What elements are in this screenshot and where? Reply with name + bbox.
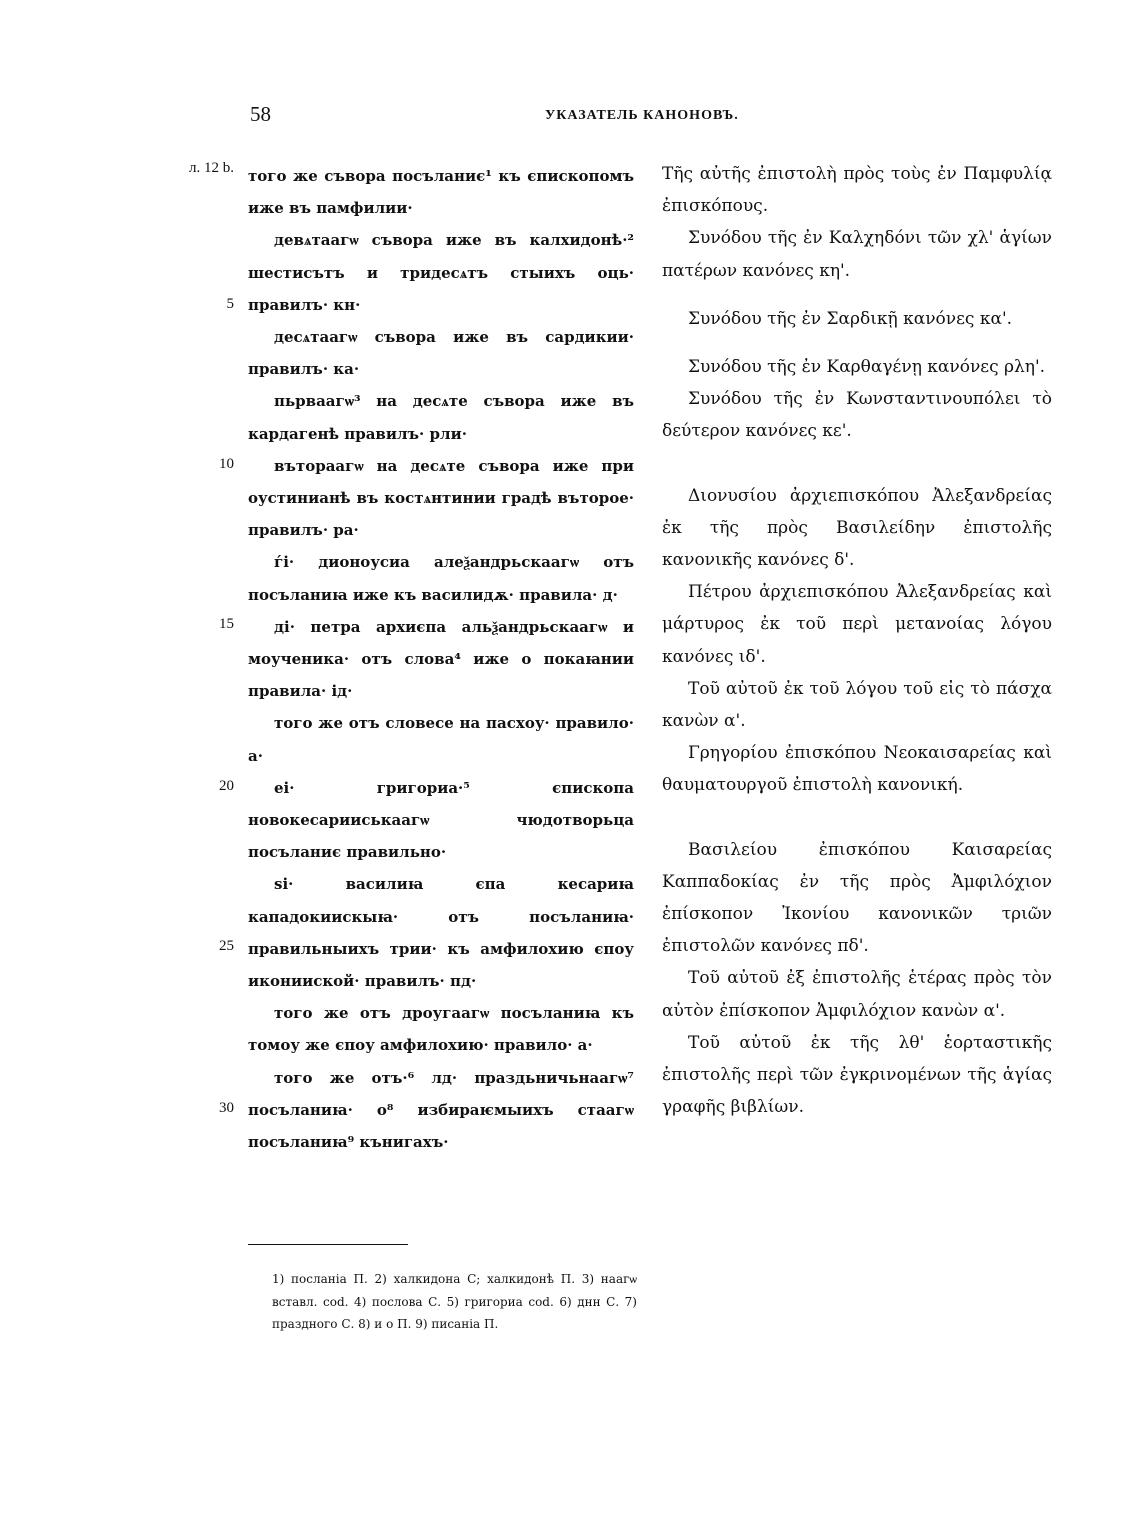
slavonic-entry: того же отъ·⁶ лд· праздьничьнаагѡ⁷ посъланиꙗ· о⁸ избираѥмыихъ стаагѡ посъланиꙗ⁹ кънигахъ· xyxy=(248,1068,634,1152)
footnotes: 1) посланіа П. 2) халкидона С; халкидонѣ П. 3) наагѡ вставл. cod. 4) послова С. 5) григориа cod. 6) днн С. 7) праздного С. 8) и о П. 9) писаніа П. xyxy=(272,1272,637,1331)
slavonic-entry: того же отъ дроугаагѡ посъланиꙗ къ томоу же єпоу амфилохию· правило· а· xyxy=(248,1004,634,1055)
footnote-rule xyxy=(248,1244,408,1245)
slavonic-entry: того же отъ словесе на пасхоу· правило· а· xyxy=(248,714,634,765)
line-number: 15 xyxy=(219,616,234,632)
folio-label: л. 12 b. xyxy=(189,160,234,176)
greek-entry: Τῆς αὐτῆς ἐπιστολὴ πρὸς τοὺς ἐν Παμφυλίᾳ ἐπισκόπους. xyxy=(662,164,1052,217)
greek-entry: Διονυσίου ἀρχιεπισκόπου Ἀλεξανδρείας ἐκ τῆς πρὸς Βασιλείδην ἐπιστολῆς κανονικῆς κανόνες δ'. xyxy=(662,485,1052,571)
greek-entry: Συνόδου τῆς ἐν Κωνσταντινουπόλει τὸ δεύτερον κανόνες κε'. xyxy=(662,389,1052,442)
greek-entry: Γρηγορίου ἐπισκόπου Νεοκαισαρείας καὶ θαυματουργοῦ ἐπιστολὴ κανονική. xyxy=(662,743,1052,796)
slavonic-entry: девѧтаагѡ съвора иже въ калхидонѣ·² шестисътъ и тридесѧтъ стыихъ оць· правилъ· кн· xyxy=(248,231,634,314)
line-number: 25 xyxy=(219,938,234,954)
greek-entry: Τοῦ αὐτοῦ ἐκ τοῦ λόγου τοῦ εἰς τὸ πάσχα κανὼν α'. xyxy=(662,678,1052,732)
slavonic-entry: въторaагѡ на десѧте съвора иже при оустиниaнѣ въ костѧнтинии градѣ въторое· правилъ· ра· xyxy=(248,456,634,540)
line-number: 10 xyxy=(219,456,234,472)
greek-column xyxy=(662,158,1052,1123)
spacer xyxy=(662,287,1052,303)
greek-entry: Τοῦ αὐτοῦ ἐξ ἐπιστολῆς ἑτέρας πρὸς τὸν αὐτὸν ἐπίσκοπον Ἀμφιλόχιον κανὼν α'. xyxy=(662,968,1052,1021)
greek-entry: Πέτρου ἀρχιεπισκόπου Ἀλεξανδρείας καὶ μάρτυρος ἐκ τοῦ περὶ μετανοίας λόγου κανόνες ιδ'. xyxy=(662,582,1052,667)
spacer xyxy=(662,448,1052,480)
slavonic-entry: того же съвора посъланиє¹ къ єпископомъ иже въ памфилии· xyxy=(248,167,634,218)
line-number: 20 xyxy=(219,778,234,794)
slavonic-entry: ді· петра архиєпа альѯандрьскаагѡ и моученика· отъ слова⁴ иже о покаꙗнии правила· ід· xyxy=(248,617,634,701)
slavonic-entry: еі· григориа·⁵ єпископа новокесарииськаагѡ чюдотворьца посъланиє правильно· xyxy=(248,778,634,862)
page-number: 58 xyxy=(250,102,271,126)
slavonic-entry: ѓі· дионоусиа алеѯандрьскаагѡ отъ посъланиꙗ иже къ василидѫ· правила· д· xyxy=(248,553,634,604)
line-number: 5 xyxy=(226,296,234,312)
spacer xyxy=(662,802,1052,834)
slavonic-entry: пьрваагѡ³ на десѧте съвора иже въ кардагенѣ правилъ· рли· xyxy=(248,392,634,443)
spacer xyxy=(662,335,1052,351)
greek-entry: Συνόδου τῆς ἐν Σαρδικῇ κανόνες κα'. xyxy=(688,308,1013,329)
line-number: 30 xyxy=(219,1100,234,1116)
greek-entry: Βασιλείου ἐπισκόπου Καισαρείας Καππαδοκίας ἐν τῆς πρὸς Ἀμφιλόχιον ἐπίσκοπον Ἰκονίου κανονικῶν τριῶν ἐπιστολῶν κανόνες πδ'. xyxy=(662,839,1052,957)
slavonic-column xyxy=(248,160,634,1158)
slavonic-entry: ѕі· василиꙗ єпа кесариꙗ кападокиискыꙗ· отъ посъланиꙗ· правильныихъ трии· къ амфилохию єпоу иконииской· правилъ· пд· xyxy=(248,875,634,991)
running-title: УКАЗАТЕЛЬ КАНОНОВЪ. xyxy=(545,108,739,123)
greek-entry: Συνόδου τῆς ἐν Καλχηδόνι τῶν χλ' ἁγίων πατέρων κανόνες κη'. xyxy=(662,228,1052,281)
greek-entry: Συνόδου τῆς ἐν Καρθαγένῃ κανόνες ρλη'. xyxy=(688,357,1046,378)
slavonic-entry: десѧтаагѡ съвора иже въ сардикии· правилъ· ка· xyxy=(248,328,634,379)
greek-entry: Τοῦ αὐτοῦ ἐκ τῆς λθ' ἑορταστικῆς ἐπιστολῆς περὶ τῶν ἐγκρινομένων τῆς ἁγίας γραφῆς βιβλίων. xyxy=(662,1032,1052,1118)
